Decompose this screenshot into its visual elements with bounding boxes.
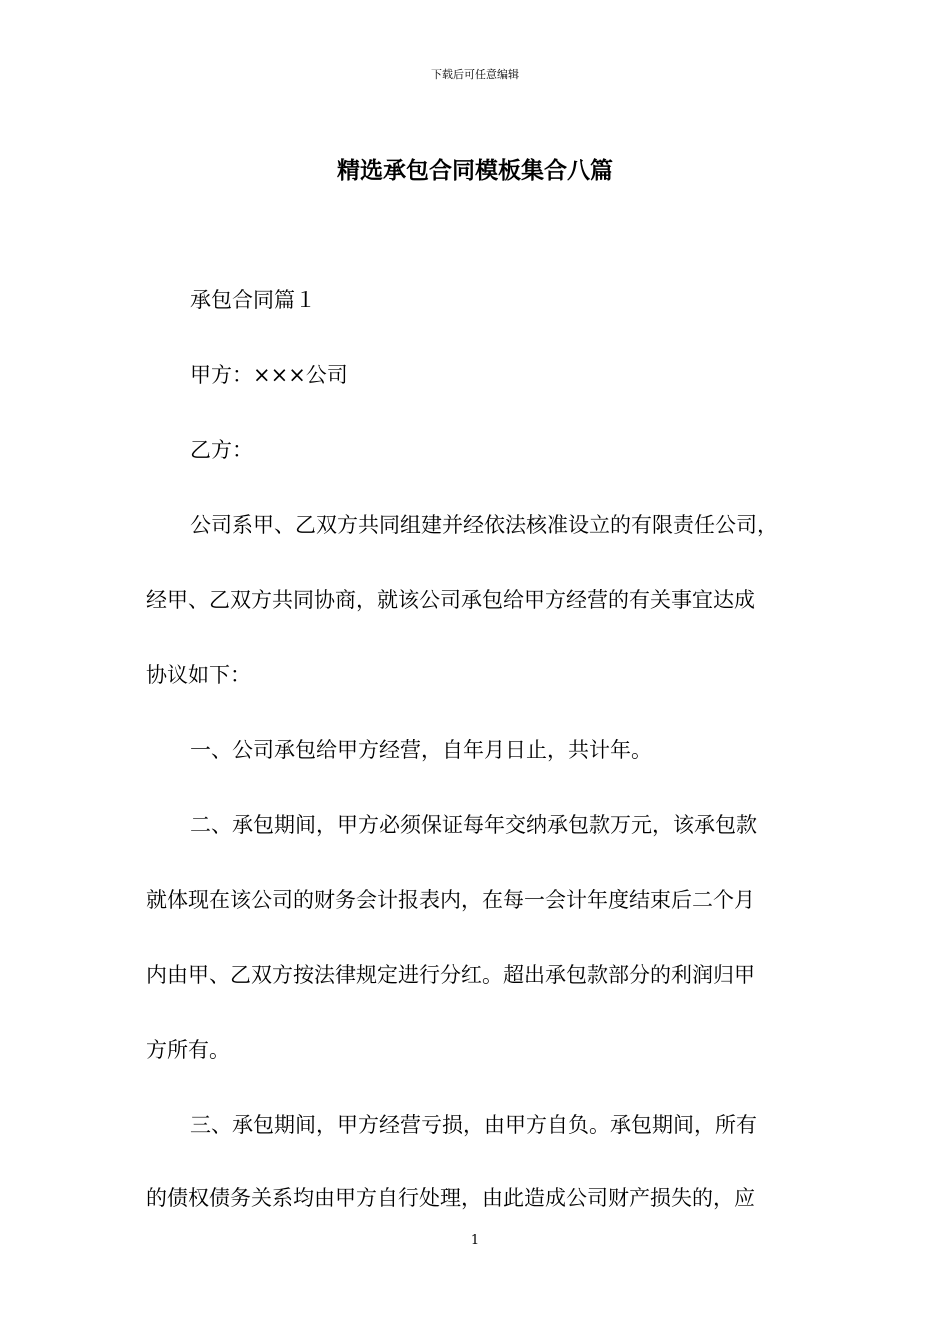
body-text-line: 的债权债务关系均由甲方自行处理，由此造成公司财产损失的，应 (146, 1186, 755, 1210)
party-a-line: 甲方：×××公司 (190, 363, 348, 387)
header-note: 下载后可任意编辑 (431, 68, 519, 81)
body-text-line: 公司系甲、乙双方共同组建并经依法核准设立的有限责任公司， (190, 513, 778, 537)
page-number: 1 (470, 1233, 480, 1248)
body-text-line: 协议如下： (146, 663, 251, 687)
body-text-line: 方所有。 (146, 1038, 230, 1062)
body-text-line: 经甲、乙双方共同协商，就该公司承包给甲方经营的有关事宜达成 (146, 588, 755, 612)
document-title: 精选承包合同模板集合八篇 (337, 157, 613, 184)
body-text-line: 内由甲、乙双方按法律规定进行分红。超出承包款部分的利润归甲 (146, 963, 755, 987)
contract-section-heading: 承包合同篇１ (190, 288, 316, 312)
clause-line: 二、承包期间，甲方必须保证每年交纳承包款万元，该承包款 (190, 813, 757, 837)
clause-line: 一、公司承包给甲方经营，自年月日止，共计年。 (190, 738, 652, 762)
clause-line: 三、承包期间，甲方经营亏损，由甲方自负。承包期间，所有 (190, 1113, 757, 1137)
body-text-line: 就体现在该公司的财务会计报表内，在每一会计年度结束后二个月 (146, 888, 755, 912)
party-b-line: 乙方： (190, 438, 253, 462)
